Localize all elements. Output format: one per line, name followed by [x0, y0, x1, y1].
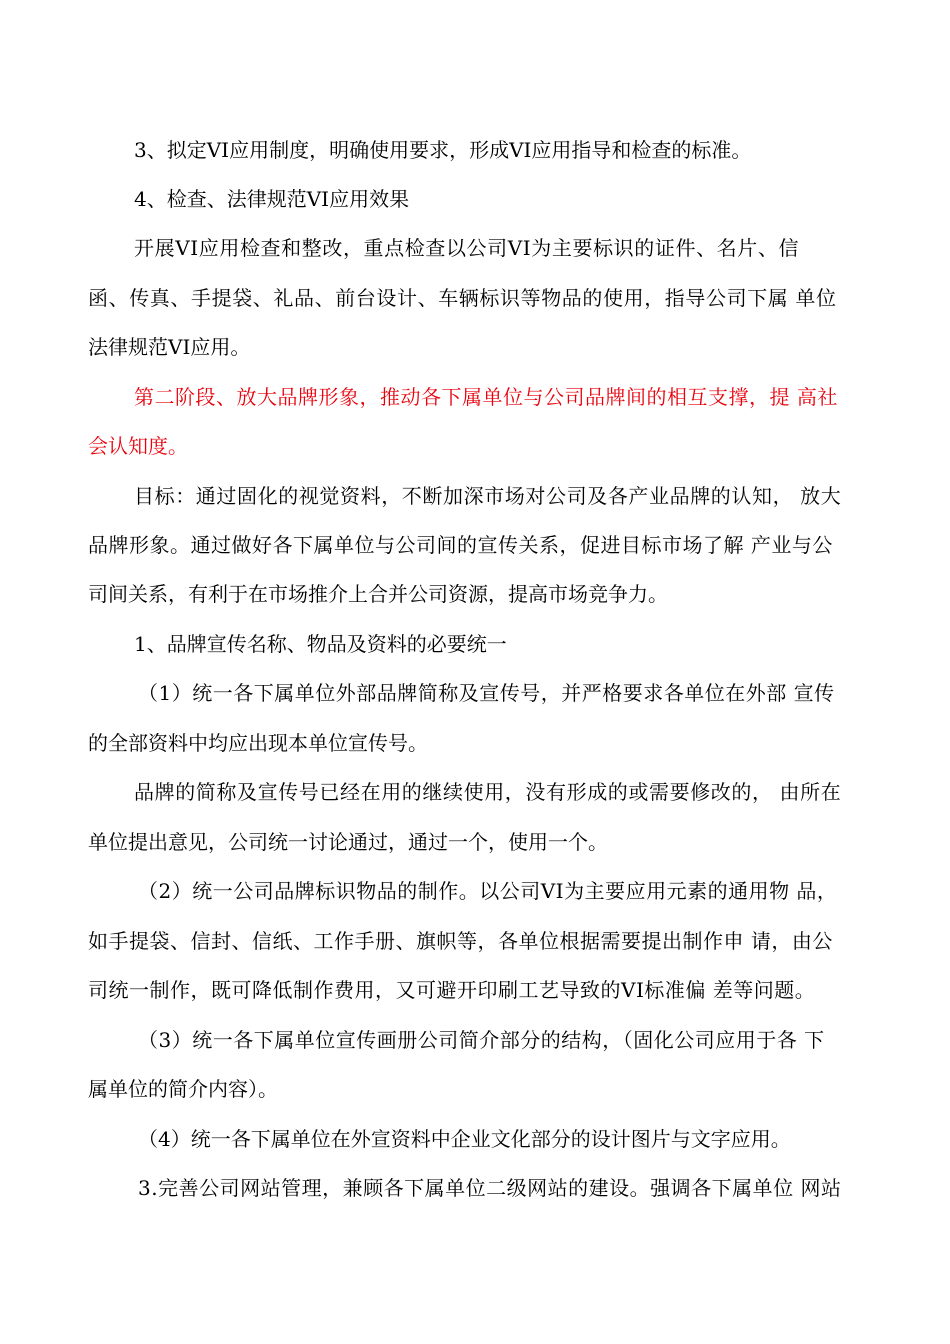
paragraph-line: 品牌的简称及宣传号已经在用的继续使用，没有形成的或需要修改的， 由所在: [134, 780, 842, 804]
paragraph-line: 1、品牌宣传名称、物品及资料的必要统一: [134, 632, 507, 656]
paragraph-line: （4）统一各下属单位在外宣资料中企业文化部分的设计图片与文字应用。: [138, 1127, 791, 1151]
paragraph-line: 开展VI应用检查和整改，重点检查以公司VI为主要标识的证件、名片、信: [134, 236, 800, 260]
paragraph-line: 单位提出意见，公司统一讨论通过，通过一个，使用一个。: [88, 830, 608, 854]
paragraph-line: 属单位的简介内容）。: [88, 1077, 278, 1101]
paragraph-line: 司间关系，有利于在市场推介上合并公司资源，提高市场竞争力。: [88, 582, 668, 606]
paragraph-line: （2）统一公司品牌标识物品的制作。以公司VI为主要应用元素的通用物 品，: [138, 879, 838, 903]
paragraph-line: 3.完善公司网站管理，兼顾各下属单位二级网站的建设。强调各下属单位 网站: [138, 1176, 842, 1200]
paragraph-line: 法律规范VI应用。: [88, 335, 251, 359]
paragraph-line: （3）统一各下属单位宣传画册公司简介部分的结构，（固化公司应用于各 下: [138, 1028, 825, 1052]
paragraph-line: 目标：通过固化的视觉资料，不断加深市场对公司及各产业品牌的认知， 放大: [134, 484, 842, 508]
paragraph-line: 3、拟定VI应用制度，明确使用要求，形成VI应用指导和检查的标准。: [134, 138, 752, 162]
paragraph-line: （1）统一各下属单位外部品牌简称及宣传号，并严格要求各单位在外部 宣传: [138, 681, 835, 705]
paragraph-line: 品牌形象。通过做好各下属单位与公司间的宣传关系，促进目标市场了解 产业与公: [88, 533, 833, 557]
section-heading-continued: 会认知度。: [88, 434, 188, 458]
paragraph-line: 如手提袋、信封、信纸、工作手册、旗帜等，各单位根据需要提出制作申 请，由公: [88, 929, 833, 953]
paragraph-line: 司统一制作，既可降低制作费用，又可避开印刷工艺导致的VI标准偏 差等问题。: [88, 978, 816, 1002]
section-heading: 第二阶段、放大品牌形象，推动各下属单位与公司品牌间的相互支撑，提 高社: [134, 385, 838, 409]
paragraph-line: 4、检查、法律规范VI应用效果: [134, 187, 410, 211]
paragraph-line: 函、传真、手提袋、礼品、前台设计、车辆标识等物品的使用，指导公司下属 单位: [88, 286, 837, 310]
paragraph-line: 的全部资料中均应出现本单位宣传号。: [88, 731, 428, 755]
